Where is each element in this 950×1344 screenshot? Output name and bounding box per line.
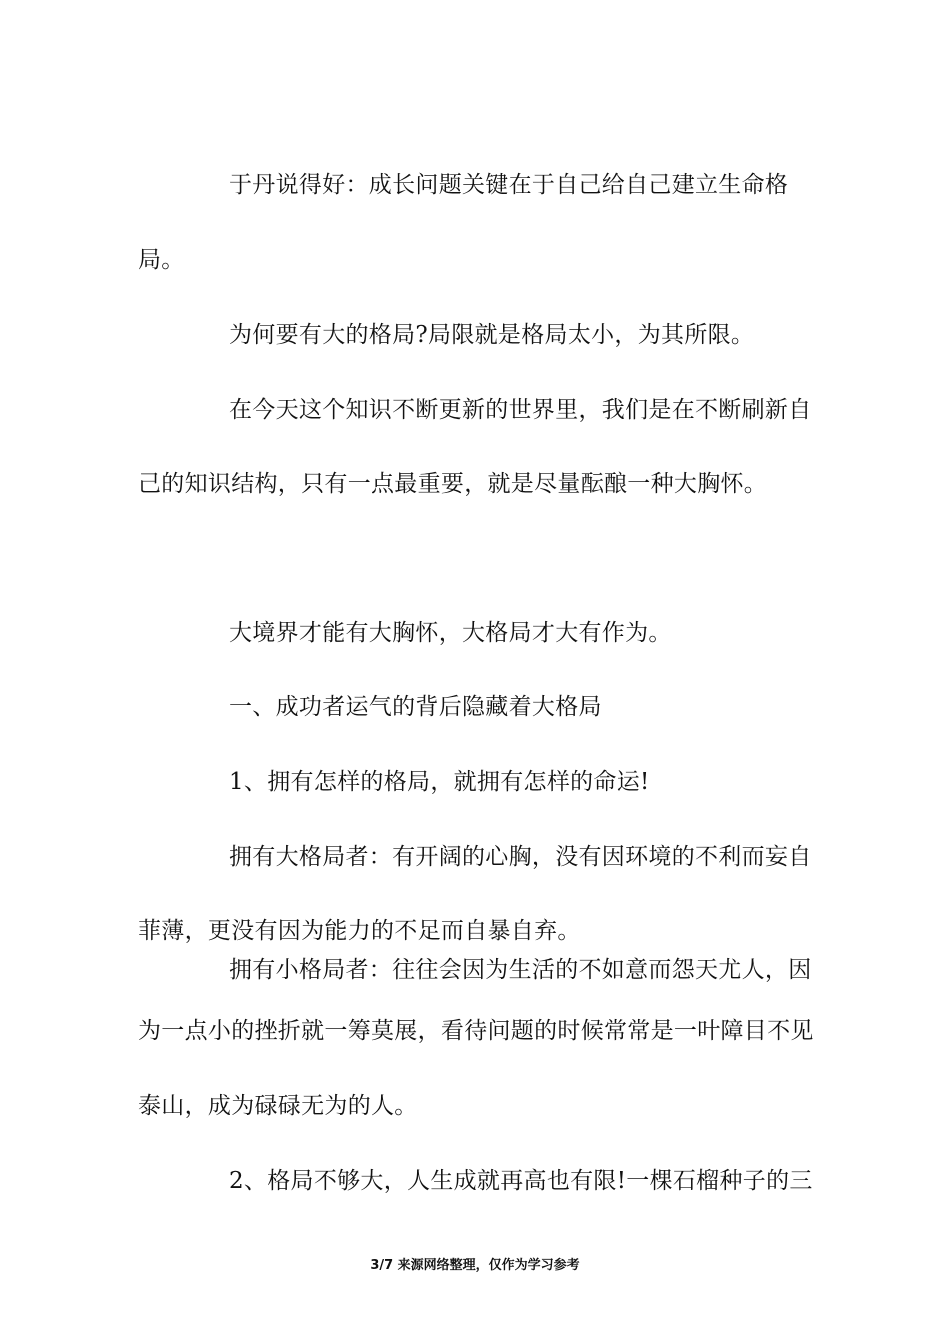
paragraph-6-line-2: 为一点小的挫折就一筹莫展，看待问题的时候常常是一叶障目不见 (138, 1018, 814, 1044)
paragraph-3-line-2: 己的知识结构，只有一点最重要，就是尽量酝酿一种大胸怀。 (138, 471, 768, 497)
paragraph-6-line-1: 拥有小格局者：往往会因为生活的不如意而怨天尤人，因 (229, 957, 812, 983)
paragraph-3-line-1: 在今天这个知识不断更新的世界里，我们是在不断刷新自 (229, 397, 812, 423)
paragraph-2: 为何要有大的格局?局限就是格局太小，为其所限。 (229, 322, 755, 348)
paragraph-6-line-3: 泰山，成为碌碌无为的人。 (138, 1093, 418, 1119)
paragraph-5-line-1: 拥有大格局者：有开阔的心胸，没有因环境的不利而妄自 (229, 844, 812, 870)
paragraph-4: 大境界才能有大胸怀，大格局才大有作为。 (229, 620, 672, 646)
subsection-2-line-1: 2、格局不够大，人生成就再高也有限!一棵石榴种子的三 (229, 1168, 813, 1194)
paragraph-1-line-1: 于丹说得好：成长问题关键在于自己给自己建立生命格 (229, 172, 789, 198)
paragraph-5-line-2: 菲薄，更没有因为能力的不足而自暴自弃。 (138, 918, 581, 944)
paragraph-1-line-2: 局。 (138, 247, 185, 273)
section-heading: 一、成功者运气的背后隐藏着大格局 (229, 694, 602, 720)
subsection-1-heading: 1、拥有怎样的格局，就拥有怎样的命运! (229, 769, 650, 795)
page-footer: 3/7 来源网络整理，仅作为学习参考 (370, 1258, 580, 1273)
